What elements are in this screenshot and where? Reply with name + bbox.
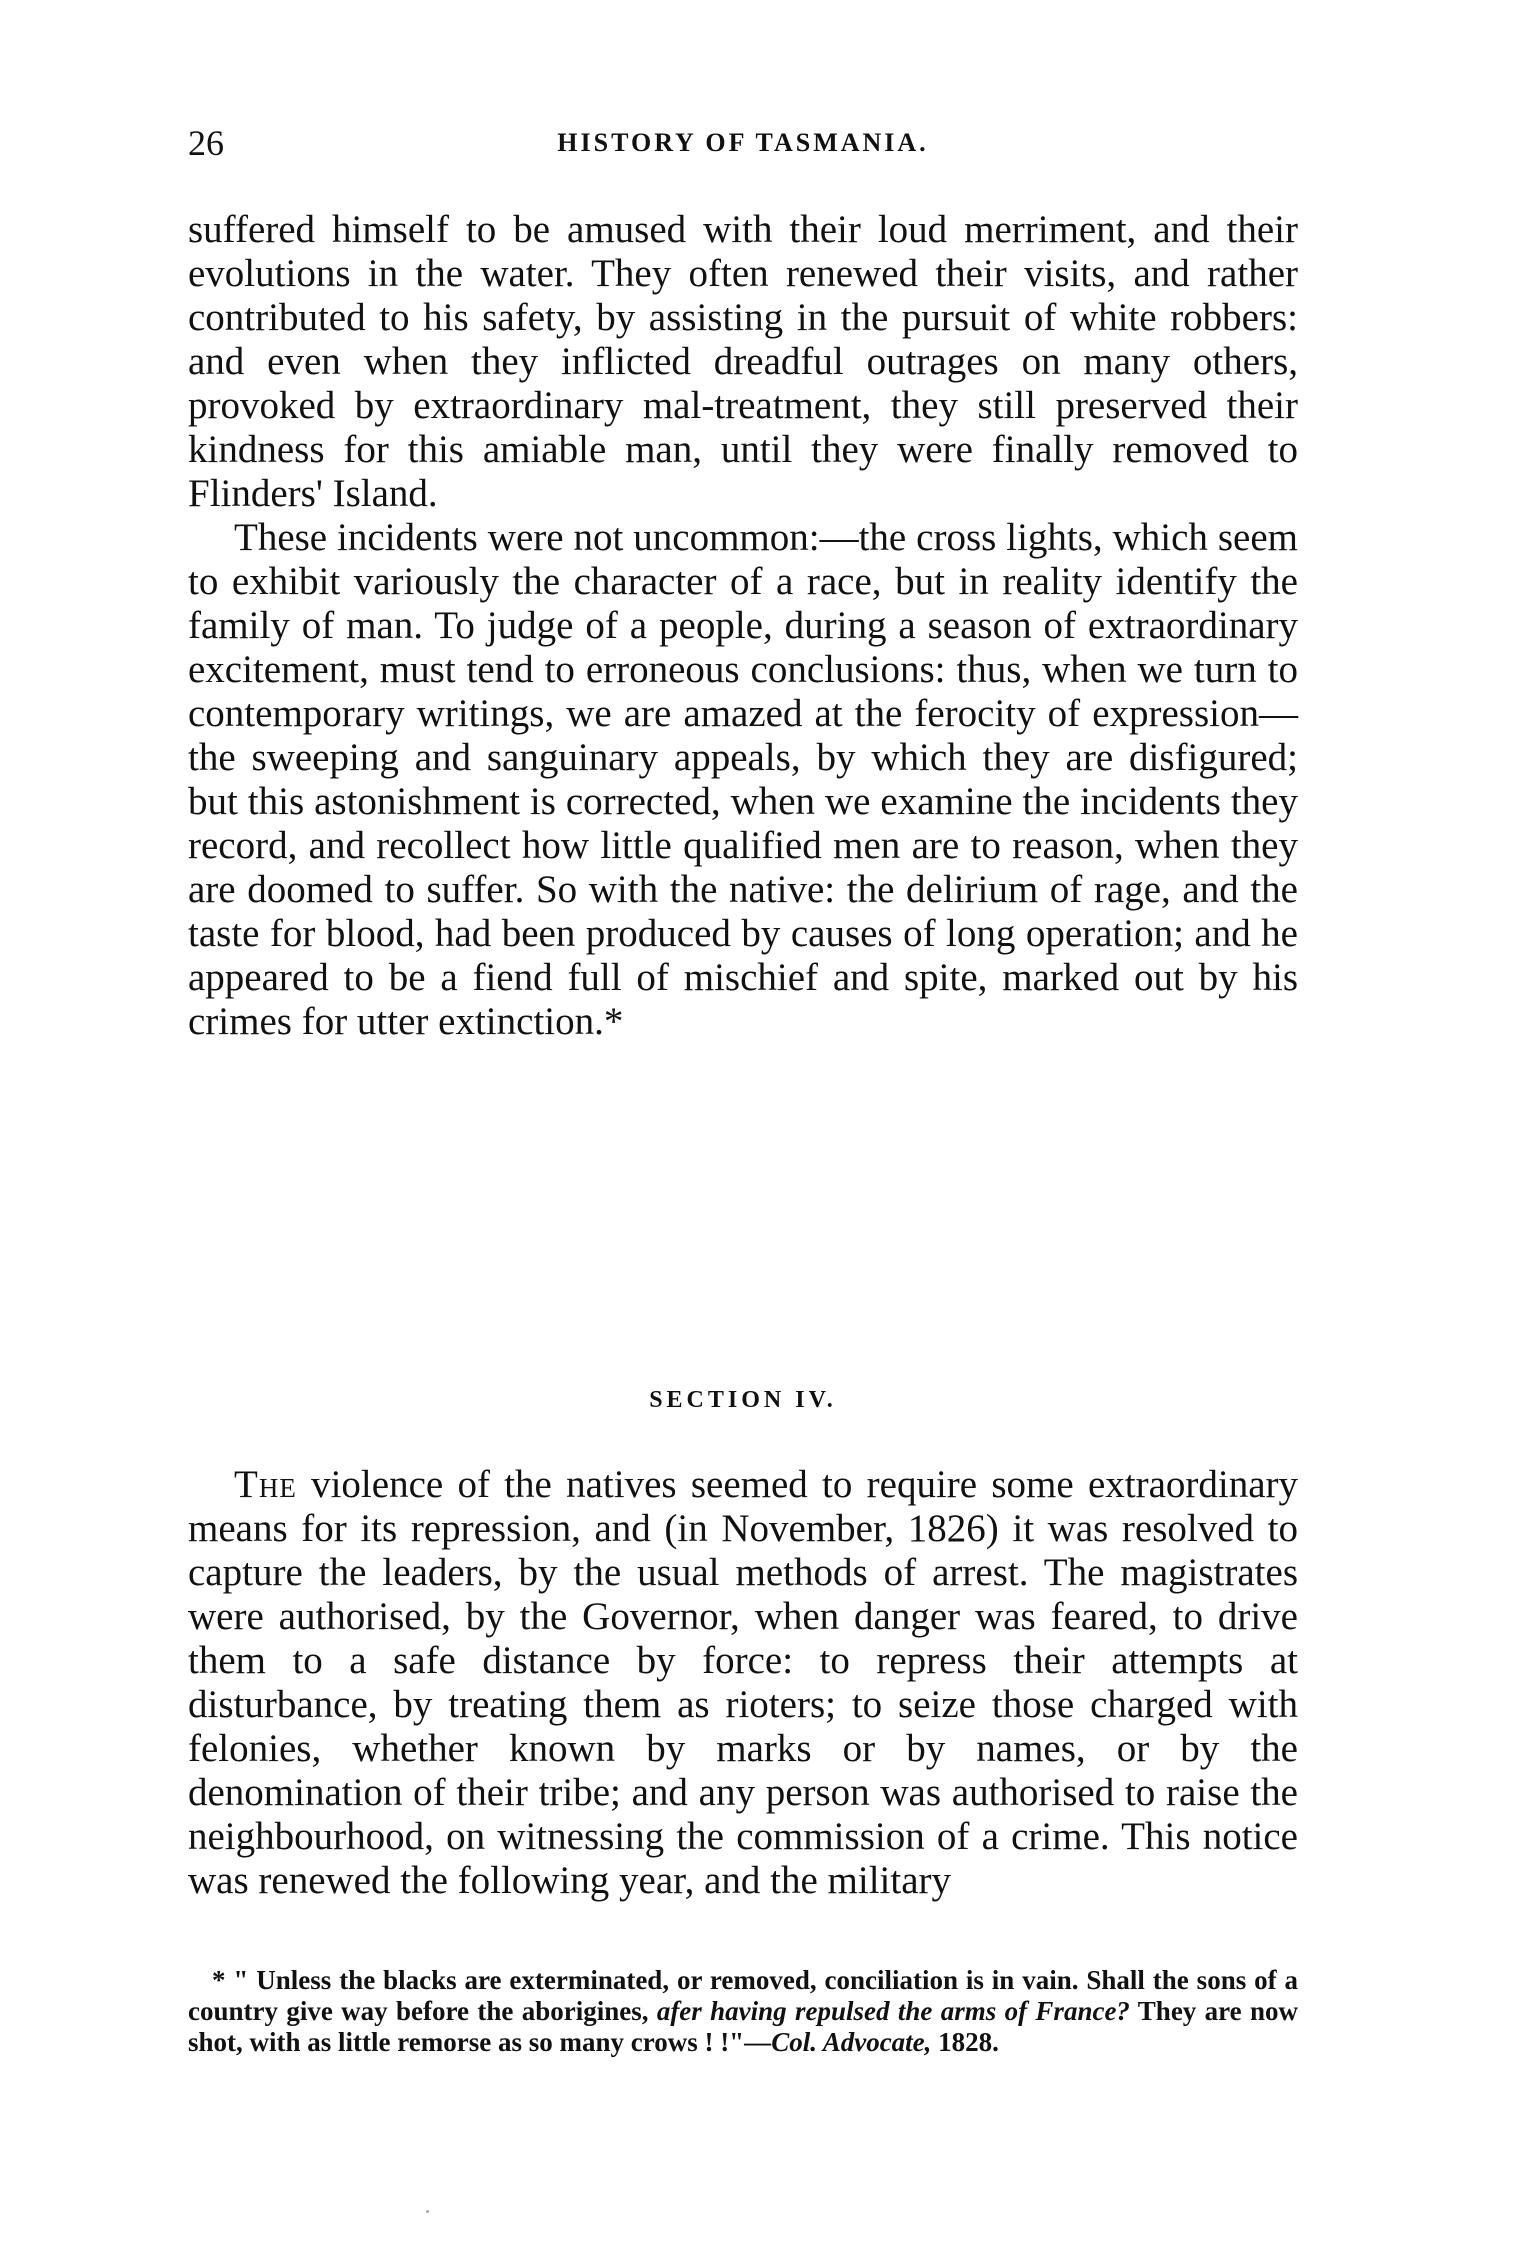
- section-heading: SECTION IV.: [649, 1387, 837, 1413]
- page-number: 26: [188, 123, 224, 163]
- footnote: [188, 1965, 1298, 2058]
- paragraph-incidents: These incidents were not uncommon:—the cross lights, which seem to exhibit variously the character of a race, but in reality identify the family of man. To judge of a people, during a season of extraordinary excitement, must tend to erroneous conclusions: thus, when we turn to contemporary writings, we are amazed at the ferocity of expression—the sweeping and sanguinary appeals, by which they are disfigured; but this astonishment is corrected, when we examine the incidents they record, and recollect how little qualified men are to reason, when they are doomed to suffer. So with the native: the delirium of rage, and the taste for blood, had been produced by causes of long operation; and he appeared to be a fiend full of mischief and spite, marked out by his crimes for utter extinction.*: [188, 516, 1298, 1043]
- footnote-part-1: * " Unless the blacks are exterminated, or removed, conciliation is in vain. Shall the sons of a country give way before the aborigines,: [188, 1965, 1298, 2026]
- footnote-year: 1828.: [931, 2027, 999, 2057]
- lead-word: The: [234, 1463, 297, 1506]
- section-text: [188, 1463, 1298, 1903]
- footnote-text: [188, 1965, 1298, 2058]
- footnote-part-2: They are now shot, with as little remorse as so many crows ! !"—: [188, 1996, 1299, 2057]
- running-title: HISTORY OF TASMANIA.: [557, 128, 929, 157]
- paragraph-continued: suffered himself to be amused with their loud merriment, and their evolutions in the water. They often renewed their visits, and rather contributed to his safety, by assisting in the pursuit of white robbers: and even when they inflicted dreadful outrages on many others, provoked by extraordinary mal-treatment, they still preserved their kindness for this amiable man, until they were finally removed to Flinders' Island.: [188, 208, 1298, 515]
- running-head: [188, 118, 1298, 168]
- page-speck: [426, 2210, 429, 2213]
- footnote-italic-1: afer having repulsed the arms of France?: [656, 1996, 1130, 2026]
- footnote-source: Col. Advocate,: [771, 2027, 932, 2057]
- section-paragraph-text: violence of the natives seemed to require some extraordinary means for its repression, and (in November, 1826) it was resolved to capture the leaders, by the usual methods of arrest. The magistrates were authorised, by the Governor, when danger was feared, to drive them to a safe distance by force: to repress their attempts at disturbance, by treating them as rioters; to seize those charged with felonies, whether known by marks or by names, or by the denomination of their tribe; and any person was authorised to raise the neighbourhood, on witnessing the commission of a crime. This notice was renewed the following year, and the military: [188, 1463, 1299, 1902]
- section-paragraph: [188, 1463, 1298, 1903]
- main-text: [188, 208, 1298, 1044]
